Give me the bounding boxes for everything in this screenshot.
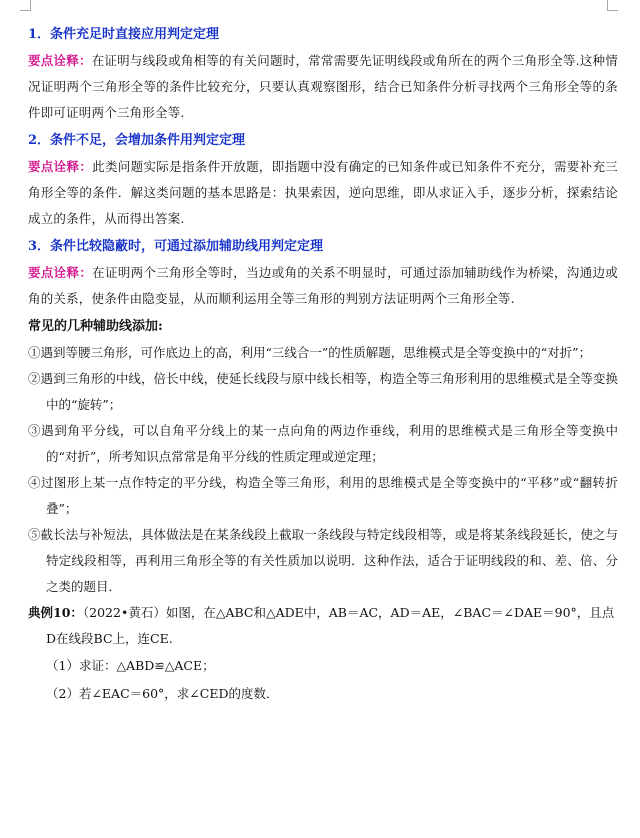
section-3-heading: 3．条件比较隐蔽时，可通过添加辅助线用判定定理 [28, 239, 324, 254]
aux-item-2: ②遇到三角形的中线，倍长中线，使延长线段与原中线长相等，构造全等三角形利用的思维模式是全等变换中的“旋转”； [28, 371, 618, 412]
section-3-body [28, 260, 618, 312]
aux-item-1: ①遇到等腰三角形，可作底边上的高，利用“三线合一”的性质解题，思维模式是全等变换中的“对折”； [28, 345, 592, 360]
section-1-body [28, 48, 618, 126]
section-3-text: 在证明两个三角形全等时，当边或角的关系不明显时，可通过添加辅助线作为桥梁，沟通边或角的关系，使条件由隐变显，从而顺利运用全等三角形的判别方法证明两个三角形全等. [28, 265, 618, 306]
aux-item-3: ③遇到角平分线，可以自角平分线上的某一点向角的两边作垂线，利用的思维模式是三角形全等变换中的“对折”，所考知识点常常是角平分线的性质定理或逆定理； [28, 423, 618, 464]
section-2-body [28, 154, 618, 232]
example-question-2: （2）若∠EAC＝60°，求∠CED的度数． [46, 686, 279, 701]
page-corner-mark-right [607, 0, 618, 11]
aux-lines-title: 常见的几种辅助线添加: [28, 319, 163, 334]
section-1-text: 在证明与线段或角相等的有关问题时，常常需要先证明线段或角所在的两个三角形全等.这种情况证明两个三角形全等的条件比较充分，只要认真观察图形，结合已知条件分析寻找两个三角形全等的条件即可证明两个三角形全等. [28, 53, 618, 120]
aux-item-4: ④过图形上某一点作特定的平分线，构造全等三角形，利用的思维模式是全等变换中的“平移”或“翻转折叠”； [28, 475, 618, 516]
example-label: 典例10： [28, 605, 83, 620]
page-corner-mark-left [20, 0, 31, 11]
section-3-key-label: 要点诠释： [28, 265, 93, 280]
aux-item-5: ⑤截长法与补短法，具体做法是在某条线段上截取一条线段与特定线段相等，或是将某条线段延长，使之与特定线段相等，再利用三角形全等的有关性质加以说明．这种作法，适合于证明线段的和、差、倍、分之类的题目． [28, 527, 618, 594]
section-1-heading: 1．条件充足时直接应用判定定理 [28, 27, 220, 42]
example-10 [28, 600, 618, 652]
document-page [28, 24, 618, 708]
section-2-text: 此类问题实际是指条件开放题，即指题中没有确定的已知条件或已知条件不充分，需要补充三角形全等的条件．解这类问题的基本思路是：执果索因，逆向思维，即从求证入手，逐步分析，探索结论成立的条件，从而得出答案. [28, 159, 618, 226]
section-2-key-label: 要点诠释： [28, 159, 93, 174]
section-1-key-label: 要点诠释： [28, 53, 92, 68]
section-2-heading: 2．条件不足，会增加条件用判定定理 [28, 133, 246, 148]
example-question-1: （1）求证：△ABD≌△ACE； [46, 658, 215, 673]
example-text: （2022•黄石）如图，在△ABC和△ADE中，AB＝AC，AD＝AE，∠BAC＝∠DAE＝90°，且点D在线段BC上，连CE. [46, 605, 615, 646]
